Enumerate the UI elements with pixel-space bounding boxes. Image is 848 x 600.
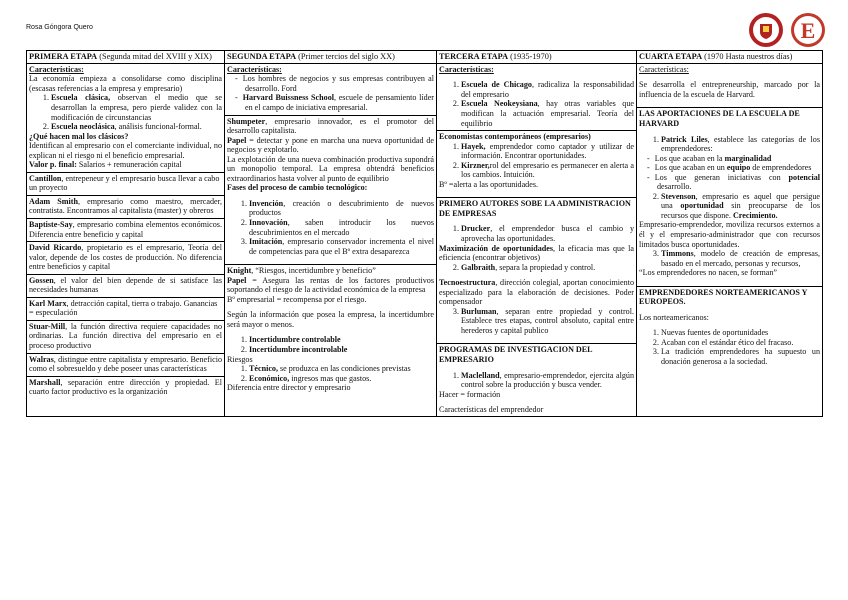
logos	[748, 12, 826, 48]
stages-table	[26, 50, 823, 417]
svg-text:E: E	[800, 18, 816, 43]
header-stage-3: TERCERA ETAPA (1935-1970)	[437, 51, 637, 64]
stage-4-cell: Características: Se desarrolla el entrepreneurship, marcado por la influencia de la escuela de Harvard. LAS APORTACIONES DE LA ESCUELA DE HARVARD 1. Patrick Liles, establece las categorías de los emprendedores: - Los que acaban en la marginalidad - Los que acaban en un equipo de emprendedores - Los que generan iniciativas con potencial desarrollo. 2. Stevenson, empresario es aquel que persigue una oportunidad sin preocuparse de los recursos que dispone. Crecimiento. Empresario-emprendedor, moviliza recursos externos a él y el empresario-administrador que con recursos limitados busca oportunidades. 3. Timmons, modelo de creación de empresas, basado en el mercado, personas y recursos, “Los emprendedores no nacen, se forman” EMPRENDEDORES NORTEAMERICANOS Y EUROPEOS. Los norteamericanos: 1. Nuevas fuentes de oportunidades 2. Acaban con el estándar ético del fracaso. 3. La tradición emprendedores ha supuesto un donación generosa a la sociedad.	[637, 63, 823, 416]
author-name: Rosa Góngora Quero	[26, 24, 93, 31]
stage-2-cell: Características: - Los hombres de negocios y sus empresas contribuyen al desarrollo. Ford - Harvard Buissness School, escuele de pensamiento líder en el campo de iniciativa empresarial. Shumpeter, empresario innovador, es el promotor del desarrollo capitalista. Papel = detectar y pone en marcha una nueva oportunidad de negocios y explotarlo. La explotación de una nueva combinación productiva supondrá un monopolio temporal. La empresa obtendrá beneficios extraordinarios hasta volver al punto de equilibrio Fases del proceso de cambio tecnológico: 1. Invención, creación o descubrimiento de nuevos productos 2. Innovación, saben introducir los nuevos descubrimientos en el mercado 3. Imitación, empresario conservador incrementa el nivel de competencias para que el Bº extra desaparezca Knight, “Riesgos, incertidumbre y beneficio” Papel = Asegura las rentas de los factores productivos soportando el riesgo de la actividad económica de la empresa Bº empresarial = recompensa por el riesgo. Según la información que posea la empresa, la incertidumbre será mayor o menos. 1. Incertidumbre controlable 2. Incertidumbre incontrolable Riesgos 1. Técnico, se produzca en las condiciones previstas 2. Económico, ingresos mas que gastos. Diferencia entre director y empresario	[225, 63, 437, 416]
stage-1-cell: Características: La economía empieza a consolidarse como disciplina (escasas referencias a la empresa y empresario) 1. Escuela clásica, observan el medio que se desarrollan la empresa, pero pierde validez con la modificación de circunstancias 2. Escuela neoclásica, análisis funcional-formal. ¿Qué hacen mal los clásicos? Identifican al empresario con el comerciante individual, no explican ni el riesgo ni el beneficio empresarial. Valor p. final: Salarios + remuneración capital Cantillon, entrepeneur y el empresario busca llevar a cabo un proyecto Adam Smith, empresario como maestro, mercader, contratista. Encontramos al capitalista (master) y obreros Baptiste-Say, empresario combina elementos económicos. Diferencia entre beneficio y capital David Ricardo, propietario es el empresario, Teoría del valor, depende de los costes de producción. No diferencia entre beneficios y capital Gossen, el valor del bien depende de si satisface las necesidades humanas Karl Marx, detracción capital, tierra o trabajo. Ganancias = especulación Stuar-Mill, la función directiva requiere capacidades no ordinarias. La función directiva del empresario en el proceso productivo Walras, distingue entre capitalista y empresario. Beneficio como el sobresueldo y debe poseer unas características Marshall, separación entre dirección y propiedad. El cuarto factor productivo es la organización	[27, 63, 225, 416]
header-row	[27, 51, 823, 64]
content-row	[27, 63, 823, 416]
university-seal-icon	[748, 12, 784, 48]
header-stage-1: PRIMERA ETAPA (Segunda mitad del XVIII y XIX)	[27, 51, 225, 64]
stage-3-cell: Características: 1. Escuela de Chicago, radicaliza la responsabilidad del empresario 2. Escuela Neokeysiana, hay otras variables que modifican la actuación empresarial. Teoría del equilibrio Economistas contemporáneos (empresarios) 1. Hayek, emprendedor como captador y utilizar de información. Encontrar oportunidades. 2. Kirzner,rol del empresario es permanecer en alerta a los cambios. Intuición. Bº =alerta a las oportunidades. PRIMERO AUTORES SOBE LA ADMINISTRACION DE EMPRESAS 1. Drucker, el emprendedor busca el cambio y aprovecha las oportunidades. Maximización de oportunidades, la eficacia mas que la eficiencia (encontrar objetivos) 2. Galbraith, separa la propiedad y control. Tecnoestructura, dirección colegial, aportan conocimiento especializado para la elaboración de decisiones. Poder compensador 3. Burluman, separan entre propiedad y control. Establece tres etapas, control absoluto, capital entre herederos y capital publico PROGRAMAS DE INVESTIGACION DEL EMPRESARIO 1. Maclelland, empresario-emprendedor, ejercita algún control sobre la producción y busca vender. Hacer = formación Características del emprendedor	[437, 63, 637, 416]
faculty-logo-icon	[790, 12, 826, 48]
header-stage-2: SEGUNDA ETAPA (Primer tercios del siglo XX)	[225, 51, 437, 64]
header-stage-4: CUARTA ETAPA (1970 Hasta nuestros días)	[637, 51, 823, 64]
